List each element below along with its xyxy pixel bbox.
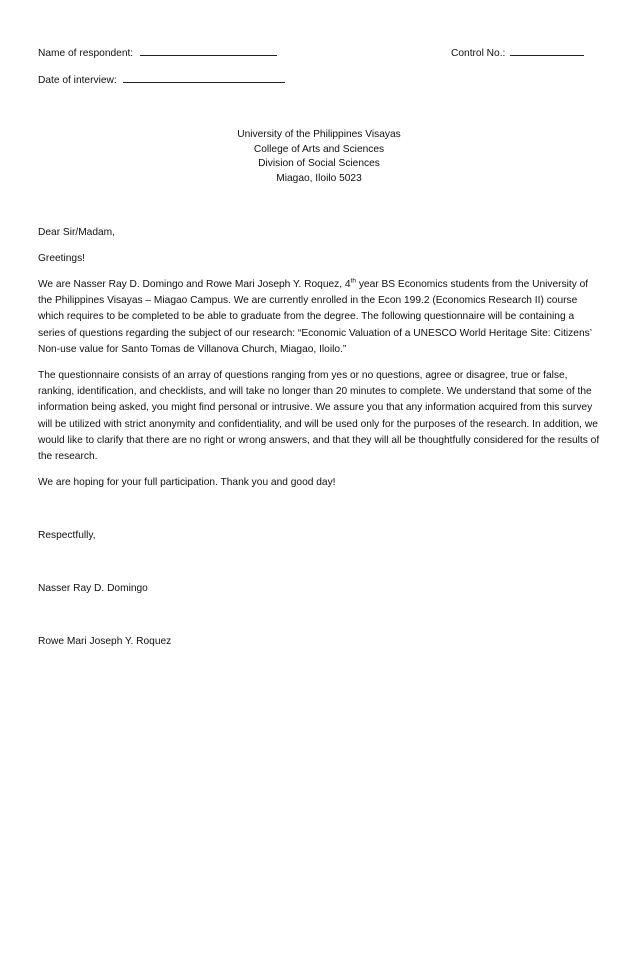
respondent-name-field: [38, 48, 277, 59]
control-number-field: [451, 48, 584, 59]
university-header: [0, 128, 638, 186]
paragraph-questionnaire: The questionnaire consists of an array of questions ranging from yes or no questions, agree or disagree, true or false, ranking, identification, and checklists, and will take no longer than 20 minutes to complete. We understand that some of the information being asked, you might find personal or intrusive. We assure you that any information acquired from this survey will be utilized with strict anonymity and confidentiality, and will be used only for the purposes of the research. In addition, we would like to clarify that there are no right or wrong answers, and that they will all be thoughtfully considered for the results of the research.: [38, 370, 600, 463]
closing-phrase: Respectfully,: [38, 530, 96, 541]
signer-name-1: Nasser Ray D. Domingo: [38, 583, 148, 594]
paragraph-intro-start: We are Nasser Ray D. Domingo and Rowe Mari Joseph Y. Roquez, 4: [38, 279, 351, 290]
control-number-label: Control No.:: [451, 48, 506, 59]
interview-date-label: Date of interview:: [38, 75, 117, 86]
salutation: Dear Sir/Madam,: [38, 227, 115, 238]
respondent-name-label: Name of respondent:: [38, 48, 134, 59]
address: Miagao, Iloilo 5023: [276, 172, 362, 184]
division-name: Division of Social Sciences: [258, 158, 380, 169]
control-number-blank: [510, 54, 584, 56]
respondent-name-blank: [140, 54, 277, 56]
paragraph-intro-rest: year BS Economics students from the University of the Philippines Visayas – Miagao Campus. We are currently enrolled in the Econ 199.2 (Economics Research II) course which requires to be completed to be able to graduate from the degree. The following questionnaire will be containing a series of questions regarding the subject of our research: “Economic Valuation of a UNESCO World Heritage Site: Citizens’ Non-use value for Santo Tomas de Villanova Church, Miagao, Iloilo.”: [38, 279, 592, 355]
paragraph-closing: We are hoping for your full participation. Thank you and good day!: [38, 477, 336, 488]
interview-date-field: [38, 75, 285, 86]
ordinal-suffix: th: [350, 277, 356, 285]
signer-name-2: Rowe Mari Joseph Y. Roquez: [38, 636, 172, 647]
greeting: Greetings!: [38, 253, 85, 264]
university-name: University of the Philippines Visayas: [237, 129, 401, 140]
college-name: College of Arts and Sciences: [253, 143, 385, 155]
interview-date-blank: [123, 81, 285, 83]
paragraph-intro: [38, 277, 604, 358]
